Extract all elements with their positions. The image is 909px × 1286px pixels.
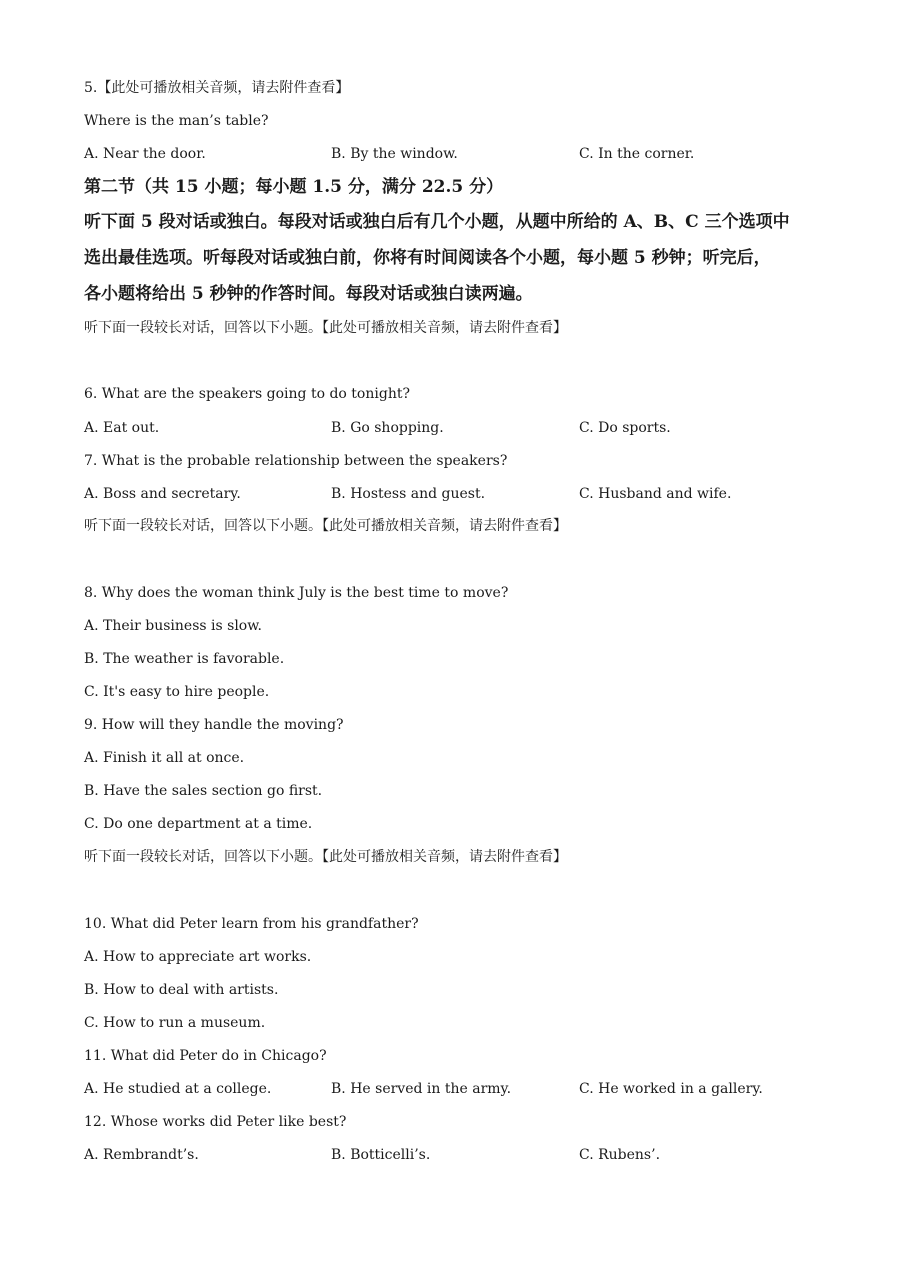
q9-option-c: C. Do one department at a time.: [84, 816, 313, 832]
q5-options: [84, 145, 884, 163]
q11-option-b: B. He served in the army.: [331, 1081, 512, 1097]
q6-options: [84, 419, 884, 437]
q11-options: [84, 1080, 884, 1098]
section2-heading: 第二节（共 15 小题；每小题 1.5 分，满分 22.5 分）: [84, 177, 504, 197]
q9-option-b: B. Have the sales section go first.: [84, 783, 323, 799]
q8-option-b: B. The weather is favorable.: [84, 651, 285, 667]
q8-question: 8. Why does the woman think July is the best time to move?: [84, 585, 509, 601]
section2-instruction-3: 各小题将给出 5 秒钟的作答时间。每段对话或独白读两遍。: [84, 284, 533, 304]
q7-option-b: B. Hostess and guest.: [331, 486, 486, 502]
q12-options: [84, 1146, 884, 1164]
q5-option-c: C. In the corner.: [579, 146, 695, 162]
q6-option-a: A. Eat out.: [84, 420, 160, 436]
q11-option-c: C. He worked in a gallery.: [579, 1081, 763, 1097]
q10-option-b: B. How to deal with artists.: [84, 982, 279, 998]
q5-audio-note: 【此处可播放相关音频，请去附件查看】: [97, 80, 350, 96]
q6-option-c: C. Do sports.: [579, 420, 671, 436]
q7-options: [84, 485, 884, 503]
dialog3-intro: 听下面一段较长对话，回答以下小题。【此处可播放相关音频，请去附件查看】: [84, 849, 567, 865]
q8-option-a: A. Their business is slow.: [84, 618, 263, 634]
q5-option-b: B. By the window.: [331, 146, 458, 162]
q12-option-c: C. Rubens’.: [579, 1147, 661, 1163]
q10-question: 10. What did Peter learn from his grandfather?: [84, 916, 419, 932]
q6-question: 6. What are the speakers going to do tonight?: [84, 386, 410, 402]
q12-question: 12. Whose works did Peter like best?: [84, 1114, 347, 1130]
q5-option-a: A. Near the door.: [84, 146, 206, 162]
q8-option-c: C. It's easy to hire people.: [84, 684, 270, 700]
section2-instruction-1: 听下面 5 段对话或独白。每段对话或独白后有几个小题，从题中所给的 A、B、C 三个选项中: [84, 212, 790, 232]
q11-question: 11. What did Peter do in Chicago?: [84, 1048, 327, 1064]
q10-option-c: C. How to run a museum.: [84, 1015, 266, 1031]
q7-question: 7. What is the probable relationship between the speakers?: [84, 453, 508, 469]
q11-option-a: A. He studied at a college.: [84, 1081, 272, 1097]
q12-option-a: A. Rembrandt’s.: [84, 1147, 199, 1163]
q9-question: 9. How will they handle the moving?: [84, 717, 344, 733]
q6-option-b: B. Go shopping.: [331, 420, 444, 436]
section2-instruction-2: 选出最佳选项。听每段对话或独白前，你将有时间阅读各个小题，每小题 5 秒钟；听完后，: [84, 248, 771, 268]
q5-number: 5.: [84, 80, 98, 96]
dialog2-intro: 听下面一段较长对话，回答以下小题。【此处可播放相关音频，请去附件查看】: [84, 518, 567, 534]
q5-stem: [84, 79, 349, 97]
q7-option-c: C. Husband and wife.: [579, 486, 732, 502]
q12-option-b: B. Botticelli’s.: [331, 1147, 431, 1163]
dialog1-intro: 听下面一段较长对话，回答以下小题。【此处可播放相关音频，请去附件查看】: [84, 320, 567, 336]
q10-option-a: A. How to appreciate art works.: [84, 949, 312, 965]
q9-option-a: A. Finish it all at once.: [84, 750, 245, 766]
q7-option-a: A. Boss and secretary.: [84, 486, 241, 502]
q5-question: Where is the man’s table?: [84, 113, 269, 129]
